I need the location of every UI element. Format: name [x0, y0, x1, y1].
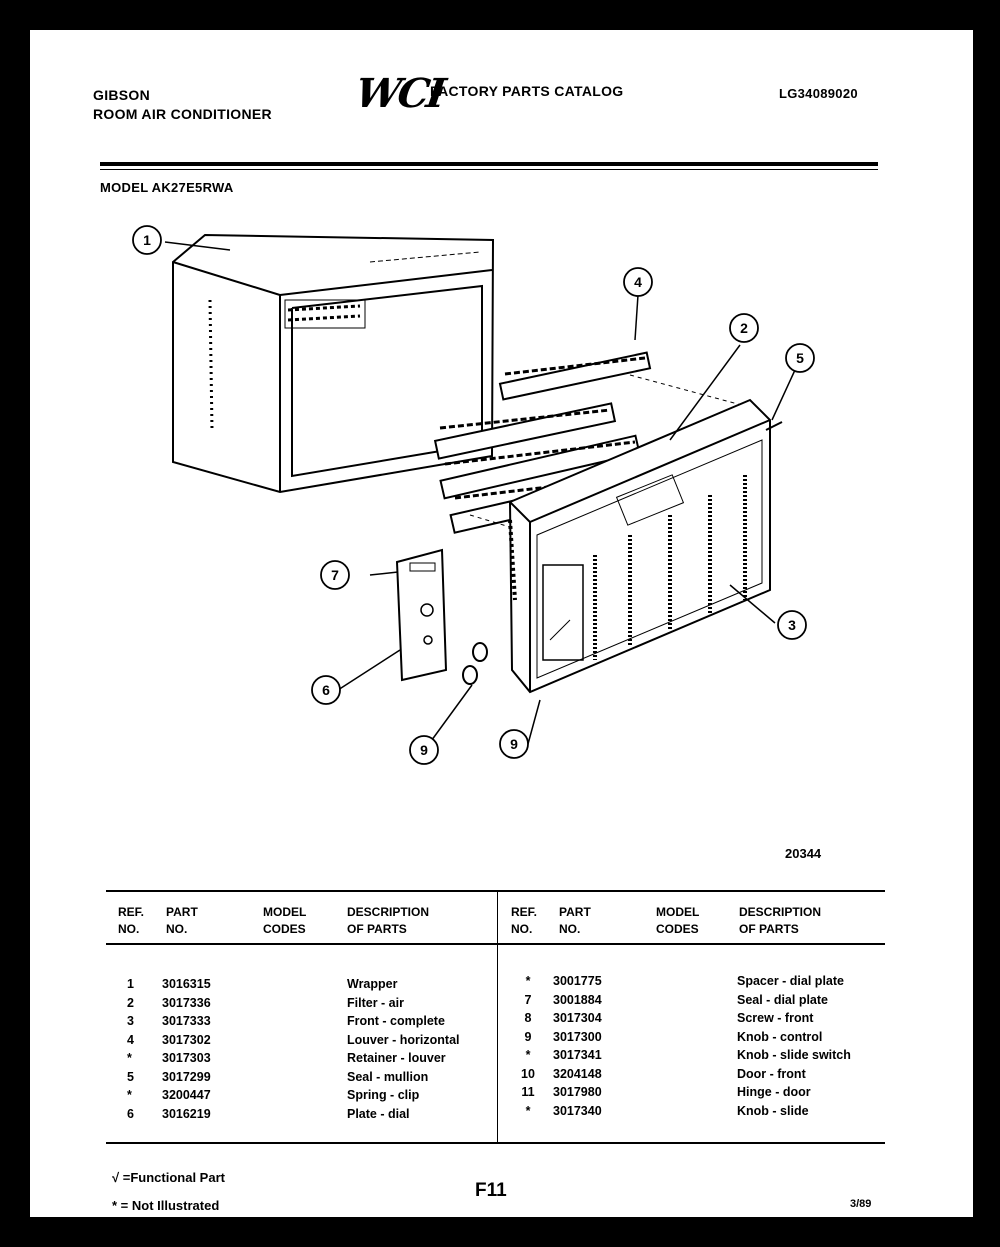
table-cell-desc: Door - front	[737, 1066, 806, 1081]
col-header-desc: DESCRIPTION OF PARTS	[347, 905, 430, 936]
catalog-code: LG34089020	[779, 86, 858, 101]
table-cell-desc: Spring - clip	[347, 1088, 420, 1102]
table-cell-part: 3017303	[162, 1051, 211, 1065]
table-cell-ref: *	[127, 1088, 132, 1102]
table-cell-desc: Screw - front	[737, 1011, 814, 1025]
knob-parts	[463, 643, 487, 684]
callout-label: 9	[510, 736, 518, 752]
col-header-model: MODEL CODES	[263, 905, 307, 936]
table-cell-part: 3017299	[162, 1069, 211, 1084]
table-cell-desc: Plate - dial	[347, 1106, 410, 1121]
table-cell-part: 3017300	[553, 1029, 602, 1044]
table-cell-ref: *	[525, 1103, 531, 1118]
table-cell-part: 3204148	[553, 1066, 602, 1081]
table-cell-part: 3017340	[553, 1103, 602, 1118]
callout-label: 4	[634, 274, 642, 290]
table-cell-ref: 2	[127, 995, 134, 1010]
table-cell-desc: Retainer - louver	[347, 1051, 446, 1065]
front-panel-part	[510, 400, 782, 692]
table-cell-part: 3017341	[553, 1048, 602, 1062]
table-cell-desc: Hinge - door	[737, 1085, 811, 1099]
callout-label: 7	[331, 567, 339, 583]
legend-functional: √ =Functional Part	[112, 1170, 225, 1185]
table-rule-header	[106, 943, 885, 945]
table-cell-ref: 8	[524, 1011, 532, 1025]
table-cell-ref: *	[525, 974, 531, 988]
table-cell-part: 3017980	[553, 1085, 602, 1099]
table-cell-part: 3016219	[162, 1106, 211, 1121]
table-cell-part: 3017333	[162, 1014, 211, 1028]
table-cell-part: 3017302	[162, 1032, 211, 1047]
table-rule-bottom	[106, 1142, 885, 1144]
table-cell-ref: *	[127, 1051, 132, 1065]
legend-not-illustrated: * = Not Illustrated	[112, 1198, 220, 1213]
callout-label: 9	[420, 742, 428, 758]
col-header-part: PART NO.	[166, 905, 198, 936]
figure-code: 20344	[785, 846, 822, 861]
table-cell-part: 3017336	[162, 995, 211, 1010]
table-divider	[497, 892, 498, 1142]
table-cell-desc: Wrapper	[347, 977, 398, 991]
callout-label: 1	[143, 232, 151, 248]
callout-label: 2	[740, 320, 748, 336]
table-cell-desc: Seal - dial plate	[737, 992, 829, 1007]
dial-plate-part	[397, 550, 446, 680]
table-cell-desc: Knob - slide switch	[737, 1048, 851, 1062]
table-cell-part: 3016315	[162, 977, 211, 991]
product-name: ROOM AIR CONDITIONER	[93, 106, 272, 122]
table-cell-desc: Louver - horizontal	[347, 1032, 460, 1047]
callout-label: 5	[796, 350, 804, 366]
table-cell-ref: 3	[127, 1014, 134, 1028]
table-cell-desc: Knob - slide	[737, 1103, 809, 1118]
table-cell-desc: Front - complete	[347, 1014, 445, 1028]
table-cell-ref: 9	[524, 1029, 532, 1044]
callout-label: 3	[788, 617, 796, 633]
col-header-part: PART NO.	[559, 905, 591, 936]
table-cell-desc: Seal - mullion	[347, 1069, 429, 1084]
col-header-ref: REF. NO.	[118, 905, 145, 936]
col-header-ref: REF. NO.	[511, 905, 538, 936]
col-header-model: MODEL CODES	[656, 905, 700, 936]
catalog-page	[30, 30, 973, 1217]
catalog-title: FACTORY PARTS CATALOG	[430, 83, 624, 99]
table-cell-ref: 10	[521, 1066, 535, 1081]
table-cell-desc: Spacer - dial plate	[737, 974, 844, 988]
table-cell-part: 3001775	[553, 974, 602, 988]
table-cell-ref: 6	[127, 1106, 134, 1121]
table-cell-ref: 4	[127, 1032, 134, 1047]
table-cell-part: 3001884	[553, 992, 602, 1007]
wci-logo: WCI	[352, 70, 446, 117]
table-rule-top	[106, 890, 885, 892]
table-cell-part: 3200447	[162, 1088, 211, 1102]
brand-name: GIBSON	[93, 87, 151, 103]
table-cell-ref: *	[525, 1048, 531, 1062]
table-cell-desc: Filter - air	[347, 995, 404, 1010]
model-number: MODEL AK27E5RWA	[100, 180, 234, 195]
table-cell-ref: 5	[127, 1069, 134, 1084]
revision-date: 3/89	[850, 1198, 872, 1210]
table-cell-ref: 11	[521, 1085, 535, 1099]
col-header-desc: DESCRIPTION OF PARTS	[739, 905, 822, 936]
page-number: F11	[475, 1180, 507, 1201]
callout-label: 6	[322, 682, 330, 698]
table-cell-part: 3017304	[553, 1011, 602, 1025]
table-cell-ref: 1	[127, 977, 134, 991]
table-cell-ref: 7	[524, 992, 532, 1007]
table-cell-desc: Knob - control	[737, 1029, 823, 1044]
exploded-parts-diagram	[30, 30, 973, 830]
